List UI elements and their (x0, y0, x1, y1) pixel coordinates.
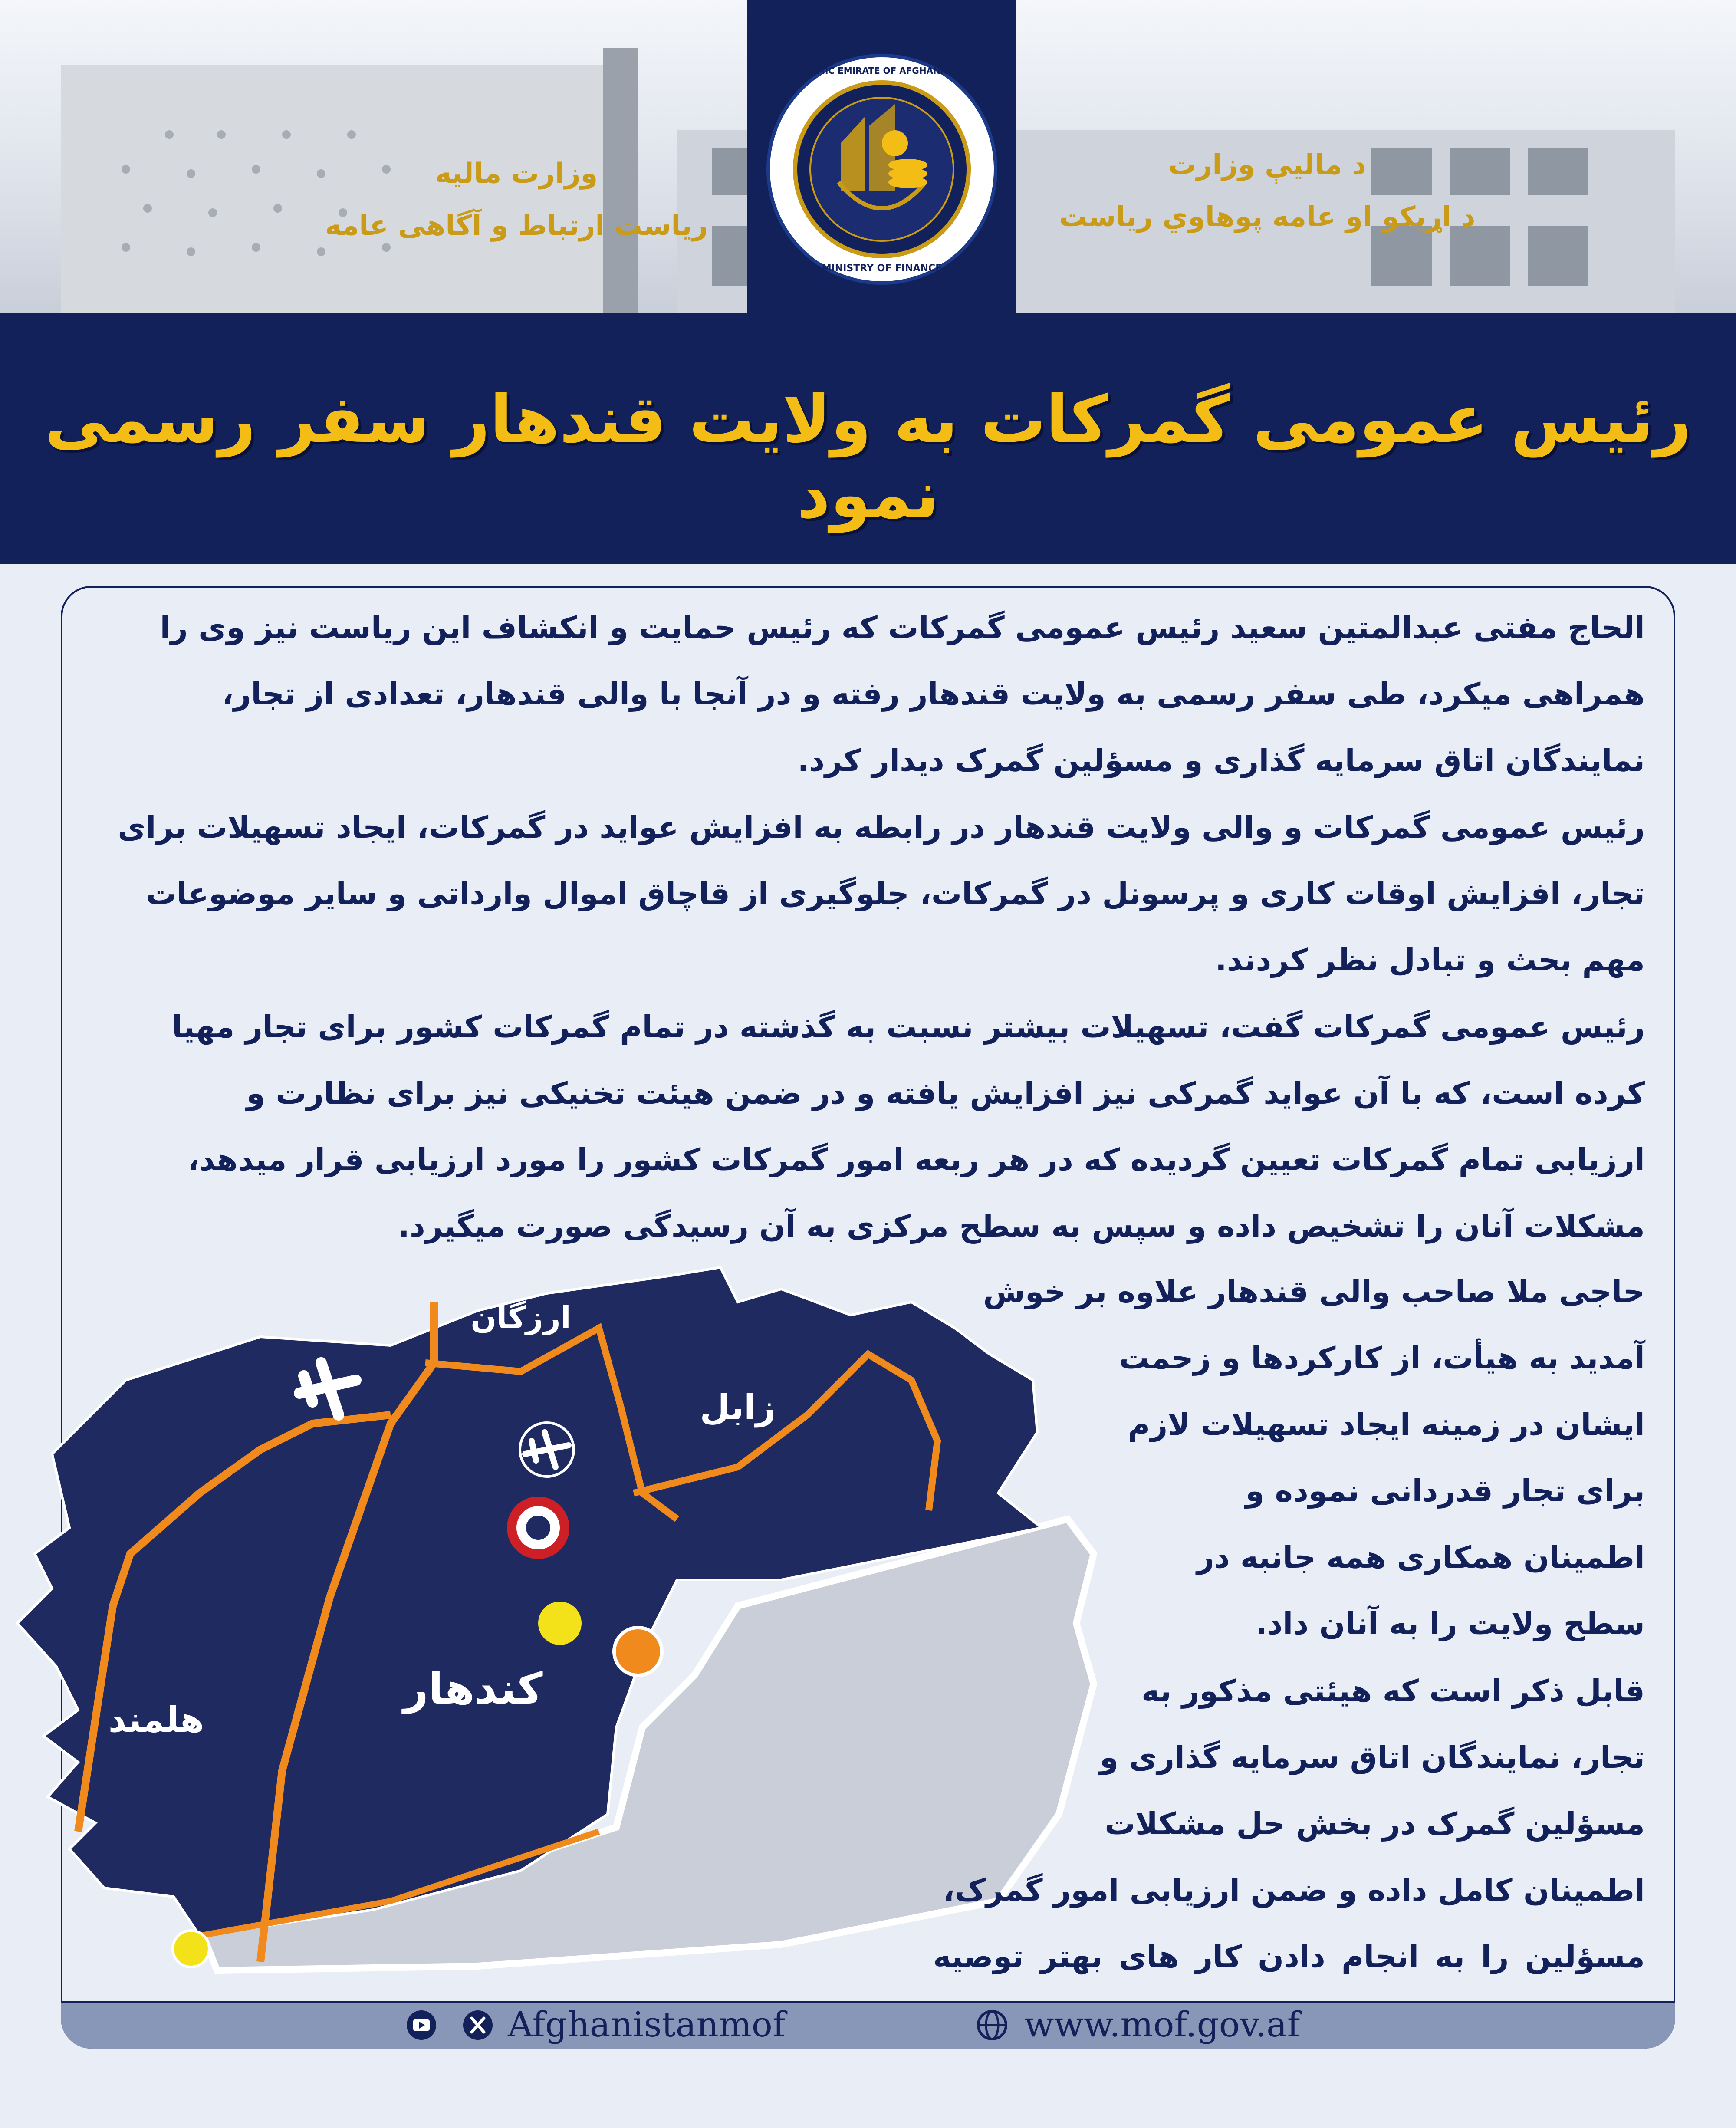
logo-top-text: ISLAMIC EMIRATE OF AFGHANISTAN (795, 66, 969, 76)
border-marker (173, 1931, 209, 1967)
p3-line: کرده است، که با آن عواید گمرکی نیز افزایش یافته و در ضمن هیئت تخنیکی نیز برای نظارت و (246, 1076, 1645, 1111)
social-handle[interactable]: Afghanistanmof (508, 2004, 786, 2045)
paragraph-4 (972, 1259, 1645, 1657)
p5-line: تجار، نمایندگان اتاق سرمایه گذاری و (1099, 1740, 1645, 1775)
p2-line: رئیس عمومی گمرکات و والی ولایت قندهار در رابطه به افزایش عواید در گمرکات، ایجاد تسهیلات برای (118, 809, 1645, 845)
p2-line: تجار، افزایش اوقات کاری و پرسونل در گمرکات، جلوگیری از قاچاق اموال وارداتی و سایر موضوعات (146, 876, 1645, 911)
p5-line: مسؤلین گمرک در بخش حل مشکلات (1105, 1806, 1645, 1842)
p3-line: ارزیابی تمام گمرکات تعیین گردیده که در هر ربعه امور گمرکات کشور را مورد ارزیابی قرار میدهد، (187, 1142, 1645, 1177)
left-directorate-name: ریاست ارتباط و آگاهی عامه (325, 210, 708, 242)
yellow-marker (538, 1602, 582, 1645)
left-ministry-name: وزارت مالیه (435, 158, 598, 190)
x-twitter-icon[interactable] (462, 2010, 493, 2041)
label-zabul: زابل (700, 1387, 776, 1427)
p4-line: برای تجار قدردانی نموده و (1245, 1473, 1645, 1509)
p1-line: همراهی میکرد، طی سفر رسمی به ولایت قندهار رفته و در آنجا با والی قندهار، تعدادی از تجار، (222, 676, 1645, 712)
right-ministry-name: د مالیې وزارت (1168, 149, 1366, 181)
website-link[interactable]: www.mof.gov.af (1024, 2004, 1300, 2045)
paragraph-2 (100, 794, 1645, 993)
p1-line: الحاج مفتی عبدالمتین سعید رئیس عمومی گمرکات که رئیس حمایت و انکشاف این ریاست نیز وی را (160, 610, 1645, 645)
p3-line: رئیس عمومی گمرکات گفت، تسهیلات بیشتر نسبت به گذشته در تمام گمرکات کشور برای تجار مهیا (171, 1009, 1645, 1045)
right-directorate-name: د اړیکو او عامه پوهاوي ریاست (1059, 201, 1476, 233)
p4-line: ایشان در زمینه ایجاد تسهیلات لازم (1128, 1407, 1645, 1442)
p4-line: سطح ولایت را به آنان داد. (1255, 1606, 1645, 1641)
footer-bar (61, 2001, 1675, 2049)
orange-marker (614, 1628, 662, 1675)
p5-line: اطمینان کامل داده و ضمن ارزیابی امور گمرک، (943, 1872, 1645, 1908)
p5-line: قابل ذکر است که هیئتی مذکور به (1141, 1673, 1645, 1709)
globe-icon (976, 2010, 1008, 2041)
label-kandahar: کندهار (403, 1663, 543, 1714)
paragraph-3 (100, 994, 1645, 1260)
paragraph-5 (933, 1658, 1645, 2056)
p3-line: مشکلات آنان را تشخیص داده و سپس به سطح مرکزی به آن رسیدگی صورت میگیرد. (398, 1208, 1645, 1244)
logo-bottom-text: MINISTRY OF FINANCE (822, 263, 942, 274)
page-title: رئیس عمومی گمرکات به ولایت قندهار سفر رسمی نمود (45, 382, 1691, 533)
label-uruzgan: ارزگان (470, 1300, 571, 1335)
p4-line: حاجی ملا صاحب والی قندهار علاوه بر خوش (983, 1274, 1645, 1309)
header-banner (0, 0, 1736, 313)
p2-line: مهم بحث و تبادل نظر کردند. (1215, 942, 1645, 978)
ministry-logo (765, 52, 999, 286)
p4-line: اطمینان همکاری همه جانبه در (1197, 1539, 1645, 1575)
label-helmand: هلمند (108, 1700, 204, 1740)
paragraph-1 (100, 595, 1645, 794)
p1-line: نمایندگان اتاق سرمایه گذاری و مسؤلین گمرک دیدار کرد. (797, 743, 1645, 778)
p5-line: مسؤلین را به انجام دادن کار های بهتر توصیه (933, 1939, 1645, 1974)
youtube-icon[interactable] (406, 2010, 437, 2041)
p4-line: آمدید به هیأت، از کارکردها و زحمت (1119, 1340, 1645, 1376)
